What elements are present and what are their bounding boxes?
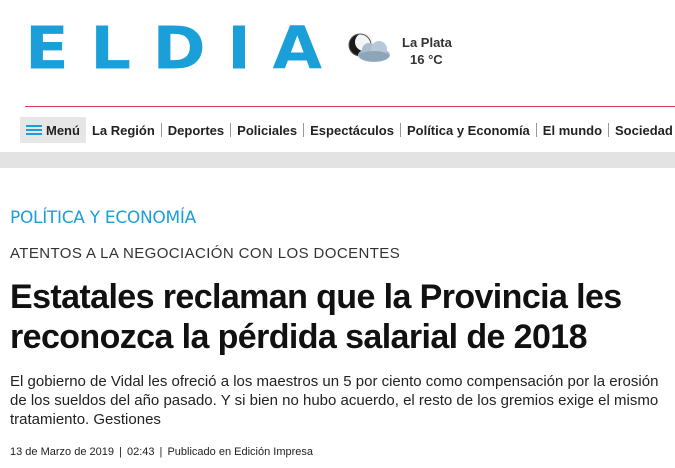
main-nav [20, 117, 675, 143]
menu-label: Menú [46, 122, 80, 138]
article-headline: Estatales reclaman que la Provincia les reconozca la pérdida salarial de 2018 [10, 278, 622, 356]
logo-letter: E [25, 14, 69, 84]
gray-band [0, 152, 675, 168]
article-meta [10, 446, 313, 458]
nav-item-sociedad[interactable]: Sociedad [615, 122, 673, 138]
menu-button[interactable] [20, 117, 86, 143]
article-time: 02:43 [126, 446, 155, 458]
nav-item-la-region[interactable]: La Región [91, 122, 155, 138]
article-summary: El gobierno de Vidal les ofreció a los maestros un 5 por ciento como compensación por la erosión de los sueldos del año pasado. Y si bien no hubo acuerdo, el resto de los gremios exige el mismo tratamiento. Gestiones [10, 373, 659, 428]
header-divider [25, 106, 675, 107]
nav-item-el-mundo[interactable]: El mundo [542, 122, 603, 138]
article-source: Publicado en Edición Impresa [167, 446, 313, 458]
meta-separator: | [159, 446, 163, 458]
nav-item-politica-y-economia[interactable]: Política y Economía [406, 122, 530, 138]
logo-letter: I [227, 14, 251, 84]
logo-letter: D [152, 14, 206, 84]
nav-item-espectaculos[interactable]: Espectáculos [310, 122, 394, 138]
eldia-logo[interactable] [25, 14, 322, 84]
weather-city: La Plata [402, 35, 452, 50]
article-kicker: ATENTOS A LA NEGOCIACIÓN CON LOS DOCENTES [10, 245, 401, 262]
weather-widget[interactable] [344, 30, 464, 74]
logo-letter: L [90, 14, 131, 84]
section-label[interactable]: POLÍTICA Y ECONOMÍA [10, 208, 196, 228]
nav-item-deportes[interactable]: Deportes [167, 122, 225, 138]
moon-cloud-icon [344, 32, 394, 64]
weather-temperature: 16 °C [410, 52, 443, 67]
meta-separator: | [119, 446, 122, 458]
site-header [0, 0, 675, 100]
article-date: 13 de Marzo de 2019 [10, 446, 114, 458]
hamburger-icon [26, 125, 42, 135]
nav-item-policiales[interactable]: Policiales [237, 122, 298, 138]
logo-letter: A [272, 14, 322, 84]
